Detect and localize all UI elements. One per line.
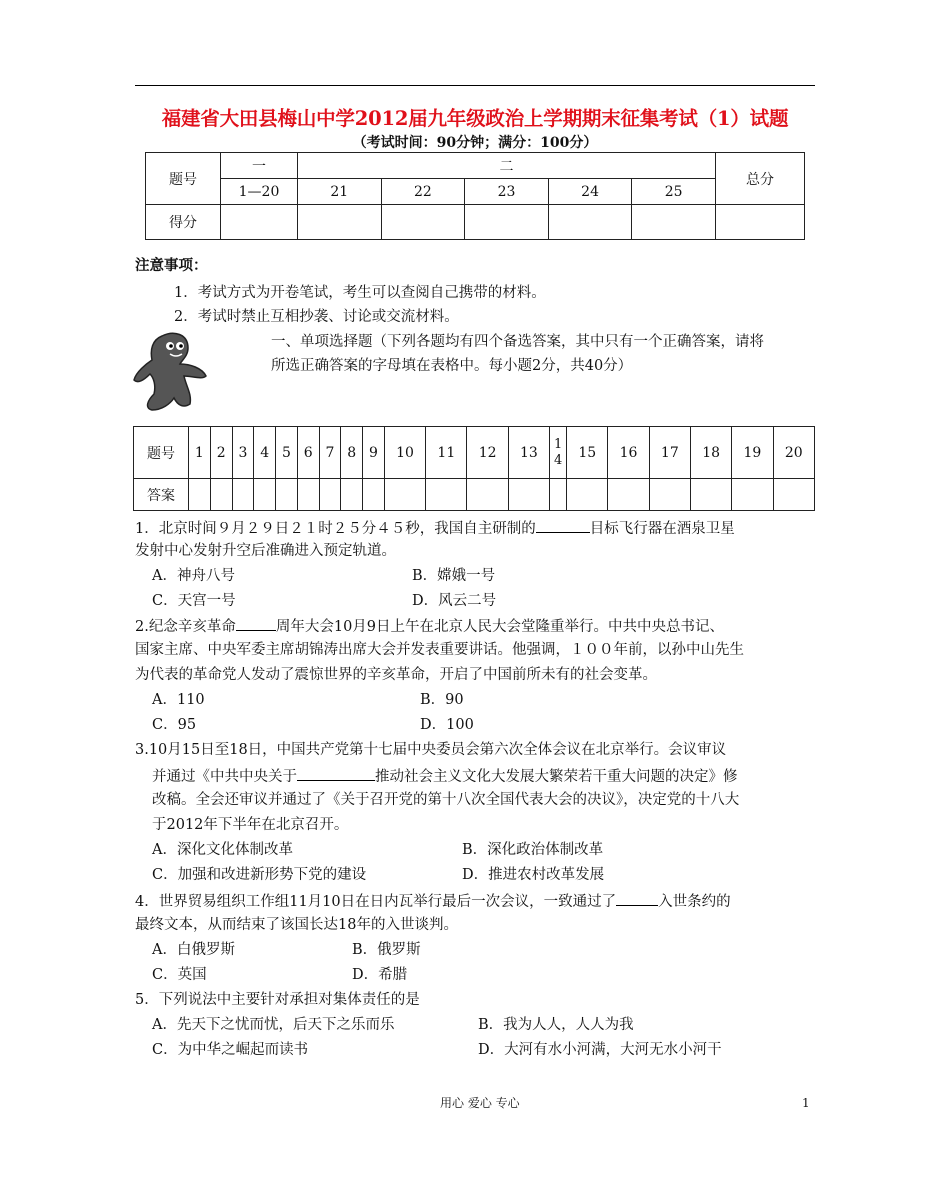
answer-blank: [236, 615, 276, 631]
question-number-cell: 8: [341, 427, 363, 479]
score-entry-cell[interactable]: [221, 205, 298, 240]
question-number-cell: 17: [649, 427, 690, 479]
question-1-stem: 1．北京时间９月２９日２１时２５分４５秒，我国自主研制的 目标飞行器在酒泉卫星: [135, 517, 735, 539]
question-2-stem: 2.纪念辛亥革命 周年大会10月9日上午在北京人民大会堂隆重举行。中共中央总书记、: [135, 615, 724, 637]
question-number-cell: 6: [297, 427, 319, 479]
score-sub-cell: 25: [632, 179, 716, 205]
answer-cell[interactable]: [426, 479, 467, 511]
score-total-label: 总分: [716, 153, 805, 205]
question-4-stem: 最终文本，从而结束了该国长达18年的入世谈判。: [135, 917, 458, 933]
q5-option-a: A．先天下之忧而忧，后天下之乐而乐: [152, 1017, 395, 1033]
score-sub-cell: 24: [548, 179, 632, 205]
q5-option-b: B．我为人人，人人为我: [478, 1017, 634, 1033]
question-number-cell: 10: [384, 427, 425, 479]
answer-cell[interactable]: [297, 479, 319, 511]
question-number-cell: 7: [319, 427, 341, 479]
question-3-stem: 于2012年下半年在北京召开。: [152, 817, 349, 833]
q1-option-c: C．天宫一号: [152, 593, 236, 609]
question-number-cell: 12: [467, 427, 508, 479]
note-item: 1．考试方式为开卷笔试，考生可以查阅自己携带的材料。: [174, 285, 546, 301]
score-entry-cell[interactable]: [632, 205, 716, 240]
score-sub-cell: 22: [381, 179, 465, 205]
q1-option-a: A．神舟八号: [152, 568, 235, 584]
question-number-cell: 5: [276, 427, 298, 479]
answer-cell[interactable]: [690, 479, 731, 511]
score-label-tihao: 题号: [146, 153, 221, 205]
answer-cell[interactable]: [210, 479, 232, 511]
answer-cell[interactable]: [649, 479, 690, 511]
answer-cell[interactable]: [567, 479, 608, 511]
footer-motto: 用心 爱心 专心: [440, 1096, 520, 1110]
notes-heading: 注意事项：: [135, 257, 208, 274]
answer-cell[interactable]: [732, 479, 773, 511]
answer-label-tihao: 题号: [134, 427, 189, 479]
section1-instructions: 所选正确答案的字母填在表格中。每小题2分，共40分）: [271, 358, 633, 374]
question-1-stem: 发射中心发射升空后准确进入预定轨道。: [135, 543, 396, 559]
q2-option-a: A．110: [152, 692, 205, 708]
score-entry-cell[interactable]: [298, 205, 382, 240]
score-entry-cell[interactable]: [716, 205, 805, 240]
answer-cell[interactable]: [550, 479, 567, 511]
page-title: 福建省大田县梅山中学2012届九年级政治上学期期末征集考试（1）试题: [161, 107, 789, 130]
q1-option-d: D．风云二号: [412, 593, 497, 609]
note-item: 2．考试时禁止互相抄袭、讨论或交流材料。: [174, 309, 459, 325]
question-number-cell: 20: [773, 427, 814, 479]
section1-instructions: 一、单项选择题（下列各题均有四个备选答案，其中只有一个正确答案，请将: [271, 334, 764, 350]
q1-option-b: B．嫦娥一号: [412, 568, 496, 584]
answer-cell[interactable]: [232, 479, 254, 511]
question-2-stem: 国家主席、中央军委主席胡锦涛出席大会并发表重要讲话。他强调，１００年前，以孙中山先生: [135, 642, 744, 658]
q3-option-d: D．推进农村改革发展: [462, 867, 605, 883]
answer-blank: [297, 765, 375, 781]
question-number-cell: 1: [189, 427, 211, 479]
q2-option-d: D．100: [420, 717, 474, 733]
score-table: [145, 152, 805, 240]
answer-blank: [536, 517, 590, 533]
answer-label-daan: 答案: [134, 479, 189, 511]
answer-cell[interactable]: [341, 479, 363, 511]
question-number-cell: 2: [210, 427, 232, 479]
question-number-cell: 19: [732, 427, 773, 479]
score-sub-cell: 23: [465, 179, 549, 205]
top-rule: [135, 85, 815, 86]
answer-cell[interactable]: [276, 479, 298, 511]
q2-option-c: C．95: [152, 717, 197, 733]
score-section-1: 一: [221, 153, 298, 179]
question-number-cell: 18: [690, 427, 731, 479]
score-entry-cell[interactable]: [465, 205, 549, 240]
score-sub-cell: 1—20: [221, 179, 298, 205]
mascot-illustration: [132, 328, 212, 414]
question-4-stem: 4．世界贸易组织工作组11月10日在日内瓦举行最后一次会议，一致通过了 入世条约的: [135, 890, 731, 912]
score-section-2: 二: [298, 153, 716, 179]
page-number: 1: [802, 1096, 810, 1110]
q3-option-b: B．深化政治体制改革: [462, 842, 604, 858]
answer-cell[interactable]: [319, 479, 341, 511]
score-entry-cell[interactable]: [381, 205, 465, 240]
answer-cell[interactable]: [608, 479, 649, 511]
q3-option-c: C．加强和改进新形势下党的建设: [152, 867, 367, 883]
question-number-cell: 4: [254, 427, 276, 479]
answer-cell[interactable]: [254, 479, 276, 511]
q2-option-b: B．90: [420, 692, 464, 708]
answer-cell[interactable]: [508, 479, 549, 511]
question-number-cell: 11: [426, 427, 467, 479]
answer-blank: [616, 890, 658, 906]
exam-info: （考试时间：90分钟；满分：100分）: [352, 135, 598, 151]
q5-option-d: D．大河有水小河满，大河无水小河干: [478, 1042, 722, 1058]
question-3-stem: 3.10月15日至18日，中国共产党第十七届中央委员会第六次全体会议在北京举行。会议审议: [135, 742, 727, 758]
q5-option-c: C．为中华之崛起而读书: [152, 1042, 309, 1058]
answer-cell[interactable]: [773, 479, 814, 511]
question-number-cell: 14: [550, 427, 567, 479]
score-sub-cell: 21: [298, 179, 382, 205]
answer-cell[interactable]: [467, 479, 508, 511]
question-number-cell: 15: [567, 427, 608, 479]
question-5-stem: 5．下列说法中主要针对承担对集体责任的是: [135, 992, 420, 1008]
question-3-stem: 改稿。全会还审议并通过了《关于召开党的第十八次全国代表大会的决议》，决定党的十八大: [152, 792, 740, 808]
answer-cell[interactable]: [189, 479, 211, 511]
score-entry-cell[interactable]: [548, 205, 632, 240]
q4-option-c: C．英国: [152, 967, 207, 983]
score-label-defen: 得分: [146, 205, 221, 240]
answer-table: [133, 426, 815, 511]
q4-option-d: D．希腊: [352, 967, 408, 983]
question-number-cell: 13: [508, 427, 549, 479]
question-number-cell: 16: [608, 427, 649, 479]
answer-cell[interactable]: [363, 479, 385, 511]
question-3-stem: 并通过《中共中央关于 推动社会主义文化大发展大繁荣若干重大问题的决定》修: [152, 765, 738, 787]
question-number-cell: 9: [363, 427, 385, 479]
q4-option-a: A．白俄罗斯: [152, 942, 235, 958]
question-2-stem: 为代表的革命党人发动了震惊世界的辛亥革命，开启了中国前所未有的社会变革。: [135, 667, 657, 683]
q3-option-a: A．深化文化体制改革: [152, 842, 293, 858]
answer-cell[interactable]: [384, 479, 425, 511]
q4-option-b: B．俄罗斯: [352, 942, 421, 958]
question-number-cell: 3: [232, 427, 254, 479]
